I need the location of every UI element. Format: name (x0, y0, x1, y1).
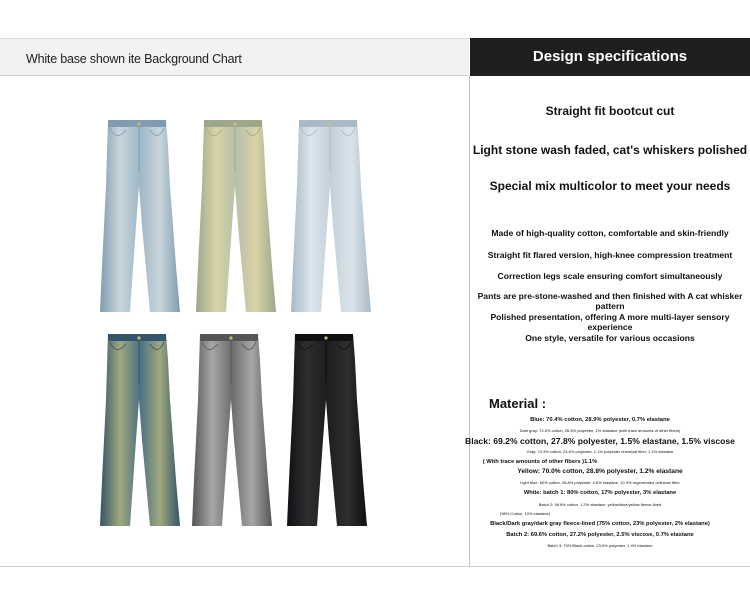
material-line: Light blue: 60% cotton, 28.8% polyester, 0.6% elastane, 10.3% regenerated cellulose fiber (520, 480, 680, 485)
image-title-bar (0, 38, 469, 76)
yellow-faded-jeans-body (196, 120, 276, 312)
black-jeans-body (287, 334, 367, 526)
black-jeans-waistband (295, 334, 353, 341)
light-blue-jeans-button (137, 122, 140, 125)
ice-blue-jeans-button (328, 122, 331, 125)
material-line: Black/Dark gray/dark gray fleece-lined (75% cotton, 23% polyester, 2% elastane) (490, 521, 710, 527)
material-line: Dark gray: 72.5% cotton, 26.5% polyester, 1% elastane (with trace amounts of other fibers) (519, 428, 681, 433)
jeans-2 (188, 116, 288, 316)
material-line: ( With trace amounts of other fibers )1.1% (482, 459, 598, 465)
spec-detail-4: Pants are pre-stone-washed and then finished with A cat whisker pattern (477, 291, 743, 311)
jeans-5 (184, 330, 284, 530)
spec-detail-1: Made of high-quality cotton, comfortable and skin-friendly (491, 228, 729, 238)
material-line: (98% Cotton, 10% elastane) (499, 511, 551, 516)
spec-detail-3: Correction legs scale ensuring comfort simultaneously (497, 271, 723, 281)
material-line: Blue: 70.4% cotton, 28.9% polyester, 0.7% elastane (530, 417, 670, 423)
spec-line-3: Special mix multicolor to meet your needs (489, 179, 731, 193)
image-title: White base shown ite Background Chart (26, 52, 242, 66)
jeans-3 (283, 116, 383, 316)
divider-bottom (0, 566, 750, 567)
material-line: Yellow: 70.0% cotton, 28.8% polyester, 1.2% elastane (517, 468, 683, 475)
jeans-1 (92, 116, 192, 316)
spec-detail-2: Straight fit flared version, high-knee compression treatment (487, 250, 733, 260)
spec-line-1: Straight fit bootcut cut (545, 104, 675, 118)
material-line: Batch 3: 75% Black cotton, 23.0% polyester, 1.4% elastane (547, 543, 653, 548)
black-jeans-button (324, 336, 327, 339)
blue-yellow-jeans-waistband (108, 334, 166, 341)
spec-detail-5: Polished presentation, offering A more multi-layer sensory experience (490, 312, 730, 332)
material-line: Batch 2: 69.6% cotton, 27.2% polyester, 2.5% viscose, 0.7% elastane (506, 532, 694, 538)
material-line: White: batch 1: 80% cotton, 17% polyester, 3% elastane (523, 490, 677, 496)
yellow-faded-jeans-button (233, 122, 236, 125)
material-line: Black: 69.2% cotton, 27.8% polyester, 1.5% elastane, 1.5% viscose (465, 436, 735, 446)
ice-blue-jeans-body (291, 120, 371, 312)
jeans-6 (279, 330, 379, 530)
jeans-4 (92, 330, 192, 530)
material-line: Gray: 74.3% cotton, 24.6% polyester, 1.1% polyester chemical fiber, 1.1% elastane (526, 449, 674, 454)
yellow-faded-jeans-waistband (204, 120, 262, 127)
gray-jeans-button (229, 336, 232, 339)
spec-title-bar (470, 38, 750, 76)
blue-yellow-jeans-button (137, 336, 140, 339)
spec-detail-6: One style, versatile for various occasions (525, 333, 695, 343)
gray-jeans-waistband (200, 334, 258, 341)
gray-jeans-body (192, 334, 272, 526)
material-title: Material : (489, 396, 547, 411)
light-blue-jeans-body (100, 120, 180, 312)
spec-line-2: Light stone wash faded, cat's whiskers polished (472, 143, 748, 157)
spec-title: Design specifications (532, 48, 688, 65)
material-line: Batch 2: 98.8% cotton, 1.2% elastane, yellow/blue/yellow fleece-lined (538, 502, 662, 507)
blue-yellow-jeans-body (100, 334, 180, 526)
ice-blue-jeans-waistband (299, 120, 357, 127)
light-blue-jeans-waistband (108, 120, 166, 127)
